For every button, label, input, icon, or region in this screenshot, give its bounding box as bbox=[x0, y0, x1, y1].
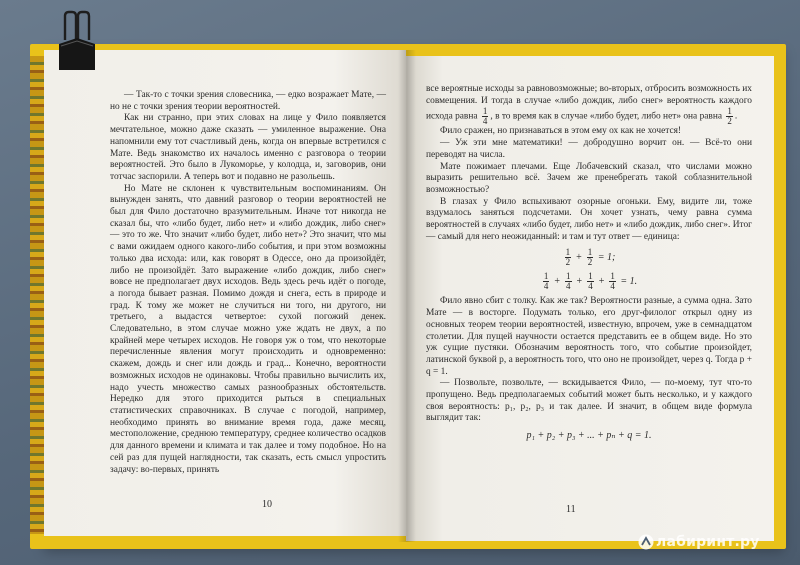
fraction bbox=[565, 272, 572, 291]
right-paragraph-1 bbox=[426, 84, 752, 126]
plus-sign: + bbox=[576, 252, 582, 264]
right-paragraph-3: — Уж эти мне математики! — добродушно ворчит он. — Всё-то они переводят на числа. bbox=[426, 138, 752, 160]
formula-result: = 1; bbox=[597, 252, 616, 264]
left-page bbox=[44, 50, 406, 536]
watermark-text: лабиринт.ру bbox=[656, 534, 760, 550]
right-page bbox=[406, 56, 774, 541]
fraction-numerator: 1 bbox=[588, 271, 593, 282]
fraction-denominator: 4 bbox=[588, 281, 593, 292]
right-paragraph-1-tail: . bbox=[734, 112, 738, 123]
fraction-numerator: 1 bbox=[587, 247, 593, 258]
fraction-denominator: 2 bbox=[565, 257, 571, 268]
left-paragraph-3: Но Мате не склонен к чувствительным воспоминаниям. Он вынужден занять, что давний разговор о теории вероятностей не был для Фило достаточно вразумительным. Иначе тот никогда не сказал бы, что «либо будет, либо нет» и «либо дождик, либо снег» — это то же. Что значит «либо будет, либо нет»? Это значит, что мы с вами ожидаем одного какого-либо события, и при этом возможны только два исхода: или, как говорят в Одессе, оно да произойдёт, либо не произойдёт. Зато выражение «либо дождик, либо снег» вовсе не предполагает двух исходов. Ведь здесь речь идёт о погоде, а погода бывает разная. Помимо дождя и снега, есть в природе и град. К тому же может не случиться ни того, ни другого, ни третьего, а выдастся четвертое: сухой погожий денек. Следовательно, в этом случае можно уже ждать не двух, а по крайней мере четырех исходов. Не говоря уж о том, что некоторые перечисленные явления могут происходить и одновременно: скажем, дождь и снег или дождь и град... Конечно, вероятности возможных исходов не одинаковы. Чтобы правильно вычислить их, надо учесть множество самых разнообразных обстоятельств. Нередко для этого приходится рыться в специальных статистических справочниках. В случае с погодой, например, необходимо принять во внимание время года, даже месяц, местоположение, среднюю температуру, среднее количество осадков для данного времени и климата и так далее и тому подобное. Но на сей раз для пущей наглядности, так сказать, есть смысл упростить задачу: во-первых, принять bbox=[110, 183, 386, 475]
fraction bbox=[565, 248, 572, 267]
fraction bbox=[609, 272, 616, 291]
fraction-numerator: 1 bbox=[610, 271, 615, 282]
fraction bbox=[587, 248, 594, 267]
right-paragraph-1-mid: , в то время как в случае «либо будет, либо нет» она равна bbox=[490, 112, 723, 123]
plus-sign: + bbox=[554, 276, 561, 288]
formula-quarters bbox=[426, 272, 752, 291]
right-paragraph-6: Фило явно сбит с толку. Как же так? Вероятности разные, а сумма одна. Зато Мате — в восторге. Подумать только, его друг-филолог открыл одну из основных теорем теории вероятностей, известную, впрочем, уже в семнадцатом столетии. Для пущей научности остается представить ее в общем виде. Но это уж сущие пустяки. Обозначим вероятность того, что событие произойдет, латинской буквой p, а вероятность того, что оно не произойдет, через q. Тогда p + q = 1. bbox=[426, 296, 752, 377]
binder-clip-icon bbox=[56, 10, 98, 74]
right-page-number: 11 bbox=[566, 504, 576, 515]
right-paragraph-2: Фило сражен, но признаваться в этом ему ох как не хочется! bbox=[440, 126, 682, 137]
fraction-numerator: 1 bbox=[566, 271, 571, 282]
left-paragraph-1: — Так-то с точки зрения словесника, — едко возражает Мате, — но не с точки зрения теории вероятностей. bbox=[110, 90, 386, 112]
fraction-denominator: 4 bbox=[482, 116, 488, 127]
fraction-numerator: 1 bbox=[482, 106, 488, 117]
left-paragraph-2: Как ни странно, при этих словах на лице у Фило появляется мечтательное, можно даже сказать — умиленное выражение. Она напомнили ему тот счастливый день, когда он впервые встретился с Мате. Ведь знакомство их началось именно с разговора о теории вероятностей. Это было в Лукоморье, у колодца, и, заговорив, они тотчас заспорили. А теперь вот и подавно не разольешь. bbox=[110, 113, 386, 182]
right-paragraph-1-text: все вероятные исходы за равновозможные; во-вторых, отбросить возможность их совмещения. И тогда в случае «либо дождик, либо снег» вероятность каждого исхода равна bbox=[426, 84, 752, 123]
fraction-denominator: 4 bbox=[543, 281, 549, 292]
book-gutter bbox=[398, 50, 416, 542]
formula-halves bbox=[426, 248, 752, 267]
fraction-denominator: 2 bbox=[727, 116, 732, 127]
fraction-denominator: 2 bbox=[587, 257, 593, 268]
fraction-numerator: 1 bbox=[565, 247, 571, 258]
fraction-numerator: 1 bbox=[727, 106, 732, 117]
fraction bbox=[587, 272, 594, 291]
fraction bbox=[726, 107, 733, 126]
plus-sign: + bbox=[598, 276, 605, 288]
right-paragraph-4: Мате пожимает плечами. Еще Лобачевский сказал, что числами можно выразить решительно всё. Зачем же пренебрегать такой соблазнительной возможностью? bbox=[426, 161, 752, 195]
formula-general: p₁ + p₂ + p₃ + ... + pₙ + q = 1. bbox=[526, 430, 652, 442]
fraction-denominator: 4 bbox=[566, 281, 571, 292]
fraction bbox=[482, 107, 489, 126]
right-paragraph-5: В глазах у Фило вспыхивают озорные огоньки. Ему, видите ли, тоже вздумалось заняться подсчетами. Он хочет узнать, чему равна сумма вероятностей в случаях «либо будет, либо нет» и «либо дождик, либо снег». Итог — самый для него неожиданный: и там и тут ответ — единица: bbox=[426, 196, 752, 242]
plus-sign: + bbox=[576, 276, 583, 288]
formula-result: = 1. bbox=[620, 276, 638, 288]
fraction-denominator: 4 bbox=[610, 281, 615, 292]
labirint-logo-icon bbox=[638, 534, 654, 550]
right-paragraph-7: — Позвольте, позвольте, — вскидывается Фило, — по-моему, тут что-то пропущено. Ведь предполагаемых событий может быть несколько, и у каждого своя вероятность: p₁, p₂, p₃ и так далее. И значит, в общем виде формула выглядит так: bbox=[426, 378, 752, 424]
fraction bbox=[543, 272, 550, 291]
fraction-numerator: 1 bbox=[543, 271, 549, 282]
left-page-number: 10 bbox=[262, 499, 272, 510]
